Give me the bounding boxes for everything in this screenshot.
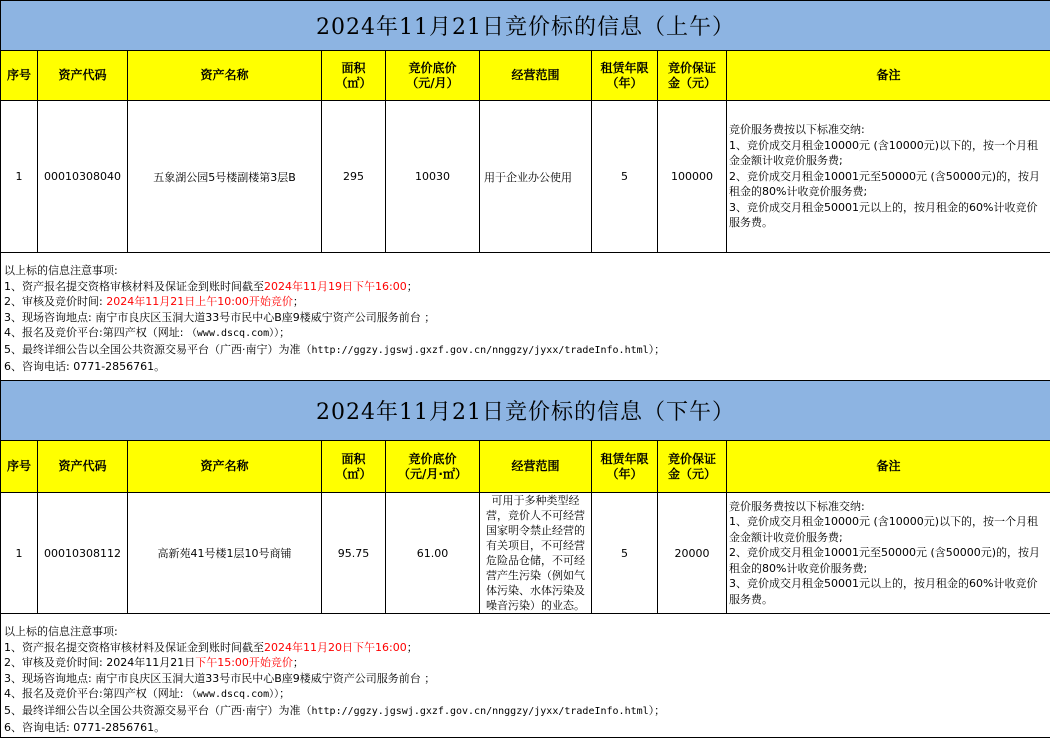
note-item-6: 6、咨询电话: 0771-2856761。 (4, 359, 1048, 375)
cell-area[interactable]: 295 (322, 101, 386, 253)
header-cell-remark[interactable]: 备注 (727, 51, 1050, 101)
platform-url: （www.dscq.com）） (187, 689, 279, 700)
note-item-2: 2、审核及竞价时间: 2024年11月21日下午15:00开始竞价； (4, 655, 1048, 671)
header-cell-price[interactable]: 竞价底价 （元/月·㎡） (386, 441, 480, 493)
table-row (1, 101, 1050, 253)
cell-scope[interactable]: 可用于多种类型经营，竞价人不可经营国家明令禁止经营的有关项目，不可经营危险品仓储，不可经营产生污染（例如气体污染、水体污染及噪音污染）的业态。 (480, 493, 592, 614)
cell-deposit[interactable]: 100000 (658, 101, 727, 253)
deadline-highlight: 2024年11月19日下午16:00 (264, 280, 407, 293)
header-cell-name[interactable]: 资产名称 (128, 441, 322, 493)
note-item-2: 2、审核及竞价时间: 2024年11月21日上午10:00开始竞价； (4, 294, 1048, 310)
note-item-3: 3、现场咨询地点: 南宁市良庆区玉洞大道33号市民中心B座9楼威宁资产公司服务前台 ； (4, 310, 1048, 326)
cell-no[interactable]: 1 (1, 101, 38, 253)
cell-deposit[interactable]: 20000 (658, 493, 727, 614)
header-row (1, 51, 1050, 101)
remark-line: 2、竞价成交月租金10001元至50000元 (含50000元)的，按月租金的80%计收竞价服务费; (729, 169, 1048, 200)
remark-line: 2、竞价成交月租金10001元至50000元 (含50000元)的，按月租金的80%计收竞价服务费; (729, 545, 1048, 576)
note-item-5: 5、最终详细公告以全国公共资源交易平台（广西·南宁）为准（http://ggzy.jgswj.gxzf.gov.cn/nnggzy/jyxx/tradeInfo.html）； (4, 703, 1048, 720)
cell-code[interactable]: 00010308112 (38, 493, 128, 614)
note-item-3: 3、现场咨询地点: 南宁市良庆区玉洞大道33号市民中心B座9楼威宁资产公司服务前台 ； (4, 671, 1048, 687)
remark-line: 3、竞价成交月租金50001元以上的，按月租金的60%计收竞价服务费。 (729, 576, 1048, 607)
remark-line: 3、竞价成交月租金50001元以上的，按月租金的60%计收竞价服务费。 (729, 200, 1048, 231)
header-cell-name[interactable]: 资产名称 (128, 51, 322, 101)
bid-time-highlight: 2024年11月21日上午10:00开始竞价 (106, 295, 293, 308)
header-cell-price[interactable]: 竞价底价 （元/月） (386, 51, 480, 101)
cell-name[interactable]: 高新苑41号楼1层10号商铺 (128, 493, 322, 614)
header-cell-scope[interactable]: 经营范围 (480, 441, 592, 493)
header-cell-deposit[interactable]: 竞价保证 金（元） (658, 51, 727, 101)
notes-cell-morning[interactable] (1, 253, 1050, 381)
remark-line: 竞价服务费按以下标准交纳: (729, 499, 1048, 515)
note-item-4: 4、报名及竞价平台:第四产权（网址: （www.dscq.com））； (4, 325, 1048, 342)
cell-no[interactable]: 1 (1, 493, 38, 614)
section-title-morning[interactable]: 2024年11月21日竞价标的信息（上午） (1, 1, 1050, 51)
deadline-highlight: 2024年11月20日下午16:00 (264, 641, 407, 654)
cell-remark[interactable] (727, 101, 1050, 253)
header-cell-no[interactable]: 序号 (1, 441, 38, 493)
cell-remark[interactable] (727, 493, 1050, 614)
header-cell-no[interactable]: 序号 (1, 51, 38, 101)
note-item-6: 6、咨询电话: 0771-2856761。 (4, 720, 1048, 736)
cell-name[interactable]: 五象湖公园5号楼副楼第3层B (128, 101, 322, 253)
table-row (1, 493, 1050, 614)
remark-line: 1、竞价成交月租金10000元 (含10000元)以下的，按一个月租金金额计收竞价服务费; (729, 514, 1048, 545)
cell-years[interactable]: 5 (592, 101, 658, 253)
header-cell-deposit[interactable]: 竞价保证 金（元） (658, 441, 727, 493)
note-item-4: 4、报名及竞价平台:第四产权（网址: （www.dscq.com））； (4, 686, 1048, 703)
header-cell-area[interactable]: 面积 （㎡） (322, 51, 386, 101)
header-cell-area[interactable]: 面积 （㎡） (322, 441, 386, 493)
header-cell-remark[interactable]: 备注 (727, 441, 1050, 493)
remark-line: 竞价服务费按以下标准交纳: (729, 122, 1048, 138)
announcement-url: http://ggzy.jgswj.gxzf.gov.cn/nnggzy/jyxx/tradeInfo.html (312, 345, 649, 356)
bid-time-highlight: 下午15:00开始竞价 (195, 656, 293, 669)
cell-code[interactable]: 00010308040 (38, 101, 128, 253)
notes-heading: 以上标的信息注意事项: (4, 624, 1048, 640)
announcement-url: http://ggzy.jgswj.gxzf.gov.cn/nnggzy/jyxx/tradeInfo.html (312, 706, 649, 717)
cell-area[interactable]: 95.75 (322, 493, 386, 614)
header-cell-years[interactable]: 租赁年限 （年） (592, 441, 658, 493)
header-cell-scope[interactable]: 经营范围 (480, 51, 592, 101)
cell-price[interactable]: 61.00 (386, 493, 480, 614)
note-item-1: 1、资产报名提交资格审核材料及保证金到账时间截至2024年11月20日下午16:00； (4, 640, 1048, 656)
note-item-1: 1、资产报名提交资格审核材料及保证金到账时间截至2024年11月19日下午16:00； (4, 279, 1048, 295)
cell-scope[interactable]: 用于企业办公使用 (480, 101, 592, 253)
header-cell-code[interactable]: 资产代码 (38, 51, 128, 101)
cell-years[interactable]: 5 (592, 493, 658, 614)
remark-line: 1、竞价成交月租金10000元 (含10000元)以下的，按一个月租金金额计收竞价服务费; (729, 138, 1048, 169)
notes-cell-afternoon[interactable] (1, 614, 1050, 738)
header-row (1, 441, 1050, 493)
header-cell-years[interactable]: 租赁年限 （年） (592, 51, 658, 101)
cell-price[interactable]: 10030 (386, 101, 480, 253)
header-cell-code[interactable]: 资产代码 (38, 441, 128, 493)
notes-heading: 以上标的信息注意事项: (4, 263, 1048, 279)
note-item-5: 5、最终详细公告以全国公共资源交易平台（广西·南宁）为准（http://ggzy.jgswj.gxzf.gov.cn/nnggzy/jyxx/tradeInfo.html）； (4, 342, 1048, 359)
platform-url: （www.dscq.com）） (187, 328, 279, 339)
section-title-afternoon[interactable]: 2024年11月21日竞价标的信息（下午） (1, 381, 1050, 441)
